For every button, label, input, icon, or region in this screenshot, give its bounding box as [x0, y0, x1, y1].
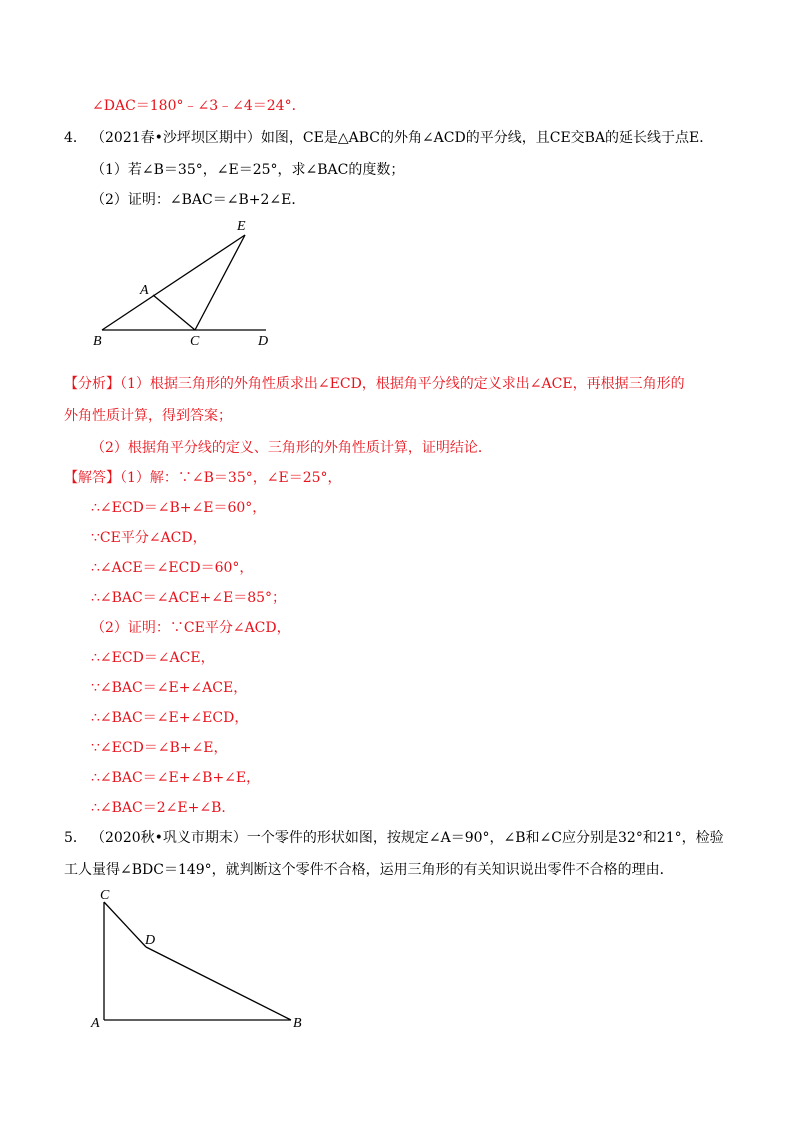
solution-line-6: （2）证明：∵CE平分∠ACD， [91, 620, 291, 636]
line-be [102, 235, 245, 330]
line-ac [153, 295, 195, 330]
solution-line-11: ∴∠BAC＝∠E+∠B+∠E， [91, 770, 261, 786]
label-d: D [258, 334, 269, 349]
solution-line-3: ∵CE平分∠ACD， [91, 530, 207, 546]
analysis-line-3: （2）根据角平分线的定义、三角形的外角性质计算，证明结论． [91, 440, 492, 456]
previous-answer-line: ∠DAC＝180°﹣∠3﹣∠4＝24°． [92, 98, 306, 114]
label-a: A [140, 283, 149, 298]
problem-5-number: 5． [64, 830, 87, 846]
solution-line-12: ∴∠BAC＝2∠E+∠B． [91, 800, 236, 816]
line-cd [104, 902, 146, 947]
analysis-line-2: 外角性质计算，得到答案； [64, 408, 232, 424]
solution-line-4: ∴∠ACE＝∠ECD＝60°， [91, 560, 254, 576]
solution-line-9: ∴∠BAC＝∠E+∠ECD， [91, 710, 249, 726]
line-db [146, 947, 291, 1020]
solution-line-1: 【解答】（1）解：∵∠B＝35°，∠E＝25°， [64, 470, 342, 486]
label-c: C [100, 888, 110, 903]
label-b: B [293, 1016, 302, 1031]
part-figure-problem-5 [88, 885, 318, 1035]
label-c: C [190, 334, 200, 349]
problem-4-part2: （2）证明：∠BAC＝∠B+2∠E． [91, 192, 306, 208]
solution-line-10: ∵∠ECD＝∠B+∠E， [91, 740, 228, 756]
solution-line-2: ∴∠ECD＝∠B+∠E＝60°， [91, 500, 267, 516]
solution-line-8: ∵∠BAC＝∠E+∠ACE， [91, 680, 248, 696]
analysis-line-1: 【分析】（1）根据三角形的外角性质求出∠ECD，根据角平分线的定义求出∠ACE，再根据三角形的 [64, 376, 685, 392]
label-e: E [237, 219, 246, 234]
label-d: D [145, 933, 156, 948]
label-b: B [93, 334, 102, 349]
label-a: A [91, 1016, 100, 1031]
problem-4-stem: （2021春•沙坪坝区期中）如图，CE是△ABC的外角∠ACD的平分线，且CE交BA的延长线于点E． [91, 130, 714, 146]
problem-5-stem-line-2: 工人量得∠BDC＝149°，就判断这个零件不合格，运用三角形的有关知识说出零件不合格的理由． [64, 862, 674, 878]
triangle-figure-problem-4 [90, 212, 290, 352]
problem-4-number: 4． [64, 130, 87, 146]
solution-line-5: ∴∠BAC＝∠ACE+∠E＝85°； [91, 590, 287, 606]
solution-line-7: ∴∠ECD＝∠ACE， [91, 650, 215, 666]
problem-5-stem-line-1: （2020秋•巩义市期末）一个零件的形状如图，按规定∠A＝90°，∠B和∠C应分别是32°和21°，检验 [91, 830, 724, 846]
problem-4-part1: （1）若∠B＝35°，∠E＝25°，求∠BAC的度数； [91, 162, 405, 178]
line-ce [195, 235, 245, 330]
